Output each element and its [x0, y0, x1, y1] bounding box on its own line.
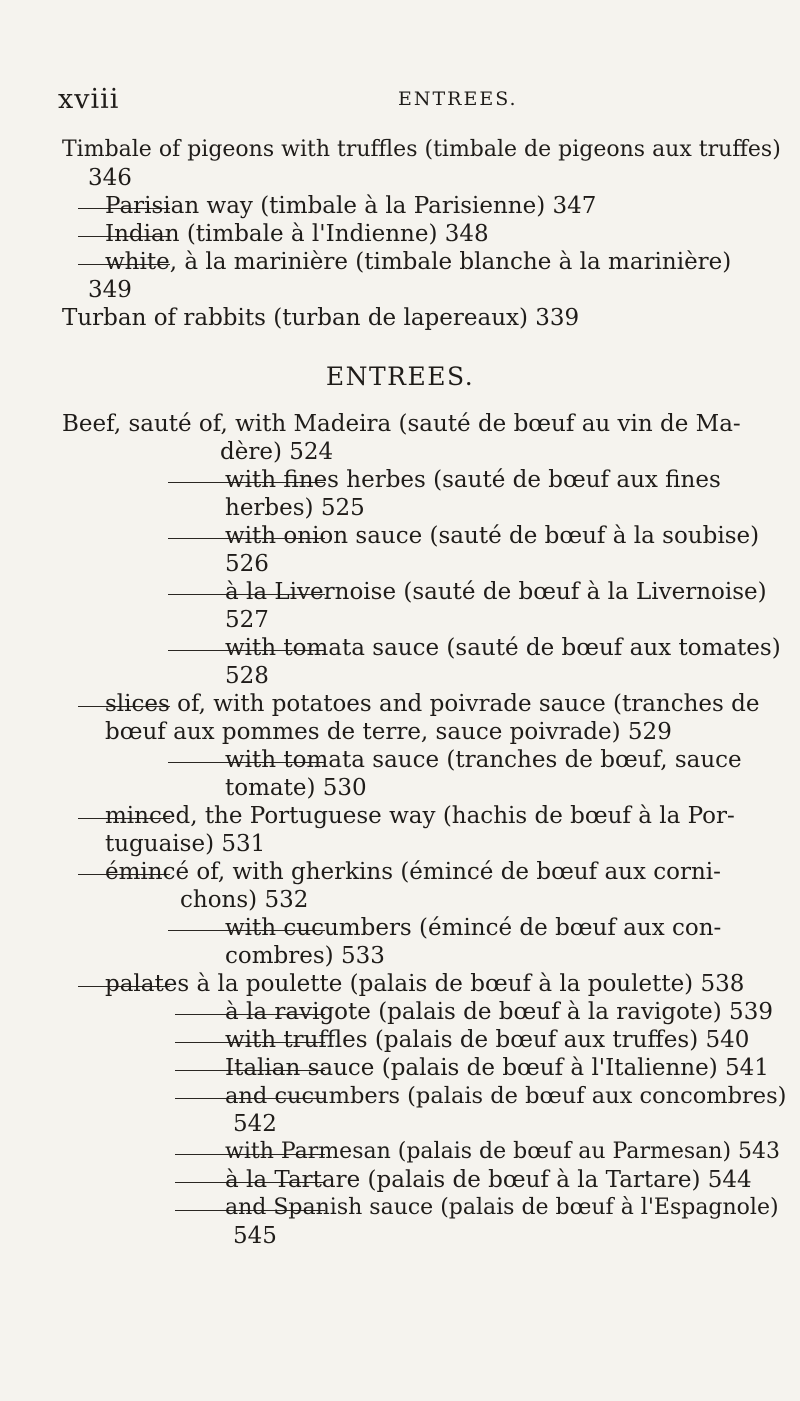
entry-text: with truffles (palais de bœuf aux truffes) 540 — [225, 1027, 750, 1053]
index-line — [0, 606, 800, 634]
index-line — [0, 438, 800, 466]
entry-text: slices of, with potatoes and poivrade sauce (tranches de — [105, 691, 760, 717]
index-line — [0, 1222, 800, 1250]
index-line — [0, 578, 800, 606]
index-line — [0, 718, 800, 746]
index-line — [0, 858, 800, 886]
entry-text: with fines herbes (sauté de bœuf aux fines — [225, 467, 721, 493]
entry-text: with Parmesan (palais de bœuf au Parmesan) 543 — [225, 1139, 781, 1164]
entry-text: and Spanish sauce (palais de bœuf à l'Espagnole) — [225, 1195, 779, 1220]
running-head: ENTREES. — [398, 88, 518, 110]
entry-text: 526 — [225, 551, 269, 577]
index-line — [0, 746, 800, 774]
index-line — [0, 466, 800, 494]
index-line — [0, 192, 800, 220]
index-line — [0, 830, 800, 858]
entry-text: and cucumbers (palais de bœuf aux concombres) — [225, 1083, 787, 1109]
index-line — [0, 1110, 800, 1138]
index-line — [0, 1026, 800, 1054]
index-line — [0, 522, 800, 550]
entry-text: minced, the Portuguese way (hachis de bœuf à la Por- — [105, 803, 735, 829]
beef-entries — [0, 410, 800, 1250]
entry-text: à la Livernoise (sauté de bœuf à la Livernoise) — [225, 579, 767, 605]
index-line — [0, 1166, 800, 1194]
page-header — [58, 84, 748, 114]
entry-text: 542 — [233, 1111, 277, 1137]
entry-text: with tomata sauce (tranches de bœuf, sauce — [225, 747, 742, 773]
entry-text: chons) 532 — [180, 887, 309, 913]
section-title: ENTREES. — [325, 362, 475, 391]
entry-text: with onion sauce (sauté de bœuf à la soubise) — [225, 523, 760, 549]
index-line — [0, 248, 800, 276]
index-line — [0, 914, 800, 942]
entry-text: 349 — [88, 277, 132, 303]
index-line — [0, 164, 800, 192]
index-line — [0, 1082, 800, 1110]
index-line — [0, 634, 800, 662]
index-line — [0, 690, 800, 718]
entry-text: 528 — [225, 663, 269, 689]
index-line — [0, 1194, 800, 1222]
entry-text: combres) 533 — [225, 943, 385, 969]
index-line — [0, 662, 800, 690]
index-line — [0, 550, 800, 578]
entry-text: émincé of, with gherkins (émincé de bœuf aux corni- — [105, 859, 721, 885]
page-number: xviii — [58, 84, 120, 115]
index-line — [0, 1138, 800, 1166]
entry-text: à la Tartare (palais de bœuf à la Tartare) 544 — [225, 1167, 752, 1193]
entry-text: Italian sauce (palais de bœuf à l'Italienne) 541 — [225, 1055, 769, 1081]
entry-text: bœuf aux pommes de terre, sauce poivrade) 529 — [105, 719, 672, 745]
index-line — [0, 802, 800, 830]
entry-text: à la ravigote (palais de bœuf à la ravigote) 539 — [225, 999, 773, 1025]
timbale-entries — [0, 136, 800, 332]
index-line — [0, 276, 800, 304]
entry-text: tomate) 530 — [225, 775, 367, 801]
index-line — [0, 220, 800, 248]
entry-text: Turban of rabbits (turban de lapereaux) 339 — [62, 305, 580, 331]
entry-text: Parisian way (timbale à la Parisienne) 347 — [105, 193, 597, 219]
index-line — [0, 1054, 800, 1082]
index-line — [0, 998, 800, 1026]
index-line — [0, 494, 800, 522]
entry-text: Indian (timbale à l'Indienne) 348 — [105, 221, 489, 247]
entry-text: Timbale of pigeons with truffles (timbale de pigeons aux truffes) — [62, 137, 781, 162]
index-line — [0, 774, 800, 802]
entry-text: 346 — [88, 165, 132, 191]
entry-text: with tomata sauce (sauté de bœuf aux tomates) — [225, 635, 781, 661]
entry-text: herbes) 525 — [225, 495, 365, 521]
entry-text: 527 — [225, 607, 269, 633]
entry-text: dère) 524 — [220, 439, 334, 465]
index-line — [0, 136, 800, 164]
entry-text: palates à la poulette (palais de bœuf à la poulette) 538 — [105, 971, 745, 997]
index-line — [0, 970, 800, 998]
entry-text: with cucumbers (émincé de bœuf aux con- — [225, 915, 722, 941]
entry-text: tuguaise) 531 — [105, 831, 266, 857]
index-line — [0, 410, 800, 438]
entry-text: 545 — [233, 1223, 277, 1249]
index-line — [0, 942, 800, 970]
index-line — [0, 304, 800, 332]
index-line — [0, 886, 800, 914]
entry-text: white, à la marinière (timbale blanche à la marinière) — [105, 249, 732, 275]
entry-text: Beef, sauté of, with Madeira (sauté de bœuf au vin de Ma- — [62, 411, 741, 437]
